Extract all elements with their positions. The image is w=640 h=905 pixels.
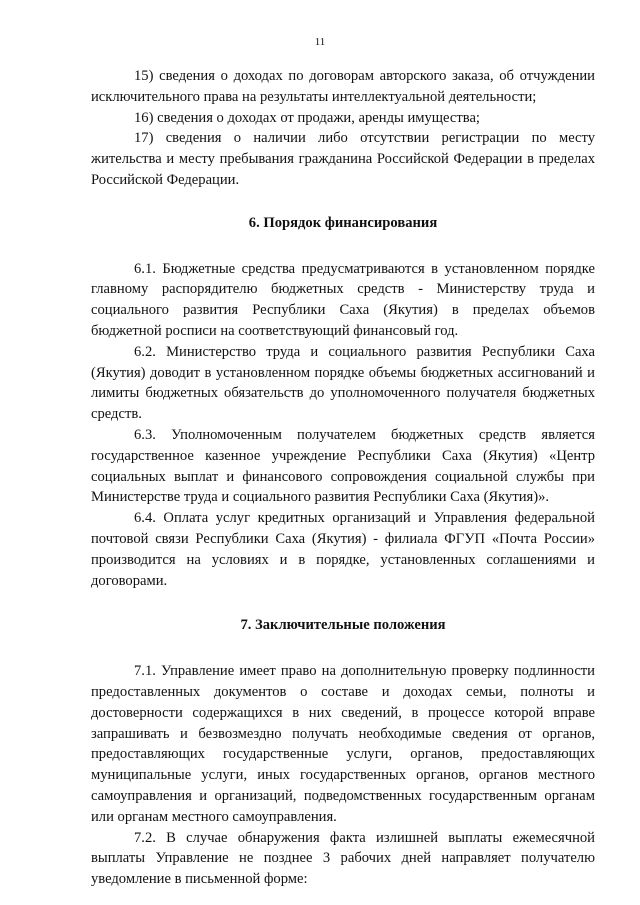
paragraph-7-1: 7.1. Управление имеет право на дополнительную проверку подлинности предоставленных документов о составе и доходах семьи, полноты и достоверности содержащихся в них сведений, в процессе которой вправе запрашивать и безвозмездно получать необходимые сведения от органов, предоставляющих государственные услуги, органов, предоставляющих муниципальные услуги, иных государственных органов, органов местного самоуправления и организаций, подведомственных государственным органам или органам местного самоуправления. [91, 663, 595, 825]
page-number: 11 [314, 36, 326, 48]
paragraph-7-2: 7.2. В случае обнаружения факта излишней выплаты ежемесячной выплаты Управление не позднее 3 рабочих дней направляет получателю уведомление в письменной форме: [91, 829, 595, 888]
paragraph-6-2: 6.2. Министерство труда и социального развития Республики Саха (Якутия) доводит в установленном порядке объемы бюджетных ассигнований и лимиты бюджетных обязательств до уполномоченного получателя бюджетных средств. [91, 343, 595, 423]
section-6-heading: 6. Порядок финансирования [248, 214, 438, 231]
paragraph-6-1: 6.1. Бюджетные средства предусматриваются в установленном порядке главному распорядителю бюджетных средств - Министерству труда и социального развития Республики Саха (Якутия) в пределах объемов бюджетной росписи на соответствующий финансовый год. [91, 260, 595, 339]
list-item-16: 16) сведения о доходах от продажи, аренды имущества; [134, 109, 480, 126]
paragraph-6-4: 6.4. Оплата услуг кредитных организаций и Управления федеральной почтовой связи Республики Саха (Якутия) - филиала ФГУП «Почта России» производится на условиях и в порядке, установленных соглашениями и договорами. [91, 510, 595, 589]
list-item-17: 17) сведения о наличии либо отсутствии регистрации по месту жительства и месту пребывания гражданина Российской Федерации в пределах Российской Федерации. [91, 130, 595, 188]
paragraph-6-3: 6.3. Уполномоченным получателем бюджетных средств является государственное казенное учреждение Республики Саха (Якутия) «Центр социальных выплат и финансового сопровождения социальной службы при Министерстве труда и социального развития Республики Саха (Якутия)». [91, 426, 595, 506]
list-item-15: 15) сведения о доходах по договорам авторского заказа, об отчуждении исключительного права на результаты интеллектуальной деятельности; [91, 68, 595, 105]
section-7-heading: 7. Заключительные положения [240, 617, 446, 634]
document-body [91, 66, 595, 890]
